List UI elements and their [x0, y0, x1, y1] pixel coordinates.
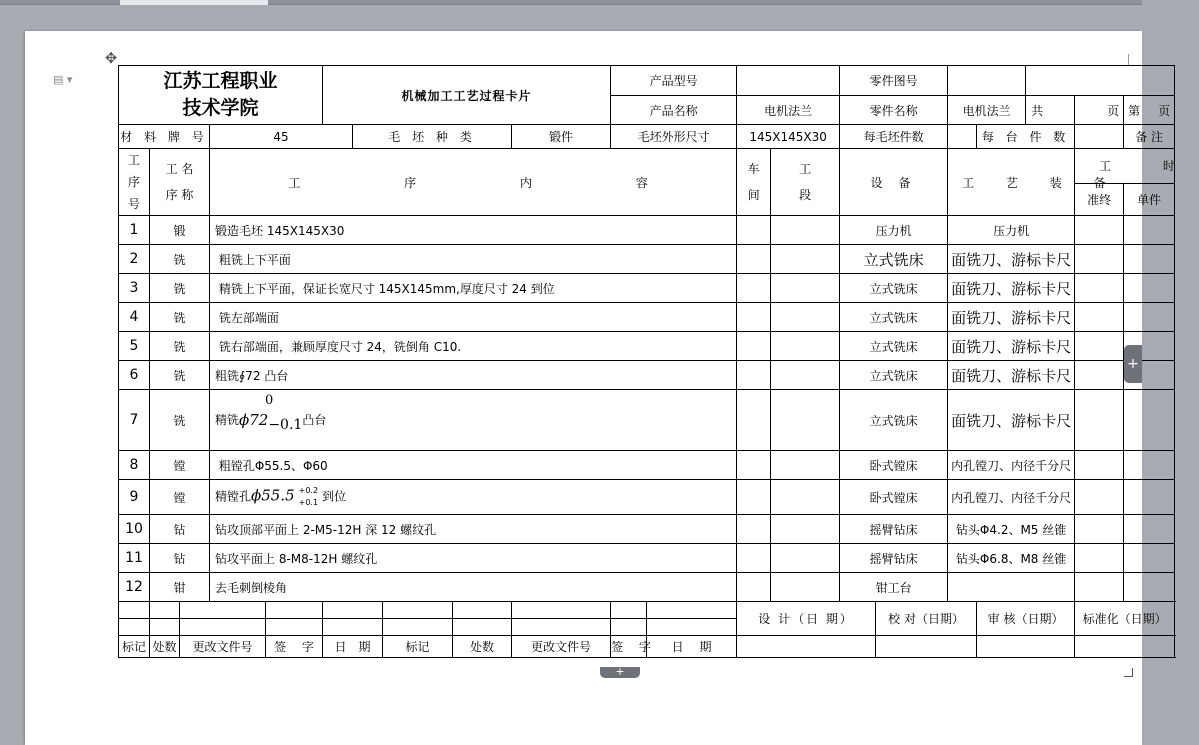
sign-label: 签 字: [266, 636, 323, 658]
op-name: 钻: [150, 515, 210, 544]
op-tooling: 钻头Φ4.2、M5 丝锥: [948, 515, 1075, 544]
op-workshop[interactable]: [737, 544, 771, 573]
op-no: 8: [119, 451, 150, 480]
op-unit-time[interactable]: [1124, 480, 1175, 515]
total-pages-label: [1026, 96, 1075, 125]
op-content[interactable]: 精铣上下平面，保证长宽尺寸 145X145mm,厚度尺寸 24 到位: [210, 274, 737, 303]
review-date-label: 审 核（日期）: [977, 602, 1075, 636]
standard-date-value[interactable]: [1075, 636, 1175, 658]
op-tooling: 面铣刀、游标卡尺: [948, 245, 1075, 274]
col-op-name-2: 序 称: [165, 188, 194, 202]
op-workshop[interactable]: [737, 361, 771, 390]
op-name: 铣: [150, 332, 210, 361]
op-workshop[interactable]: [737, 245, 771, 274]
revision-cell[interactable]: [453, 619, 512, 636]
op-tooling: 内孔镗刀、内径千分尺: [948, 480, 1075, 515]
op-content[interactable]: 钻攻平面上 8-M8-12H 螺纹孔: [210, 544, 737, 573]
col-workshop: 车 间: [737, 149, 771, 216]
col-op-name-1: 工 名: [165, 162, 194, 176]
dimension-value: ϕ55.5: [251, 486, 295, 505]
count-label: 处数: [150, 636, 180, 658]
revision-cell[interactable]: [119, 619, 150, 636]
op-prep-time[interactable]: [1075, 274, 1124, 303]
page-number-cell[interactable]: [1124, 96, 1175, 125]
op-section[interactable]: [771, 515, 840, 544]
revision-cell[interactable]: [180, 602, 266, 619]
op-content-prefix: 精镗孔: [215, 489, 252, 504]
op-equipment: 卧式镗床: [840, 480, 948, 515]
mark-label: 标记: [119, 636, 150, 658]
part-drawing-label: 零件图号: [840, 66, 948, 96]
school-line-2: 技术学院: [182, 97, 259, 119]
upper-tolerance: 0: [265, 393, 274, 409]
op-prep-time[interactable]: [1075, 573, 1124, 602]
table-move-handle-icon[interactable]: ✥: [104, 49, 118, 67]
revision-cell[interactable]: [323, 619, 383, 636]
op-content[interactable]: 去毛刺倒棱角: [210, 573, 737, 602]
revision-cell[interactable]: [383, 619, 453, 636]
add-column-tab-icon[interactable]: +: [1124, 345, 1142, 383]
part-drawing-value[interactable]: [948, 66, 1026, 96]
review-date-value[interactable]: [977, 636, 1075, 658]
revision-cell[interactable]: [323, 602, 383, 619]
op-tooling: 面铣刀、游标卡尺: [948, 361, 1075, 390]
op-prep-time[interactable]: [1075, 245, 1124, 274]
table-row: [119, 515, 1175, 544]
op-tooling: 内孔镗刀、内径千分尺: [948, 451, 1075, 480]
card-title: 机械加工工艺过程卡片: [323, 66, 611, 125]
op-tooling: 压力机: [948, 216, 1075, 245]
op-no: 11: [119, 544, 150, 573]
op-prep-time[interactable]: [1075, 451, 1124, 480]
table-row: [119, 245, 1175, 274]
op-content[interactable]: [210, 480, 737, 515]
op-section[interactable]: [771, 274, 840, 303]
per-unit-label: 每 台 件 数: [977, 125, 1075, 149]
op-equipment: 立式铣床: [840, 390, 948, 451]
op-name: 镗: [150, 480, 210, 515]
op-section[interactable]: [771, 451, 840, 480]
blank-size-value[interactable]: 145X145X30: [737, 125, 840, 149]
table-row: [119, 390, 1175, 451]
op-unit-time[interactable]: [1124, 544, 1175, 573]
op-unit-time[interactable]: [1124, 216, 1175, 245]
op-name: 铣: [150, 245, 210, 274]
op-unit-time[interactable]: [1124, 573, 1175, 602]
op-workshop[interactable]: [737, 390, 771, 451]
op-section[interactable]: [771, 361, 840, 390]
op-equipment: 钳工台: [840, 573, 948, 602]
op-content-suffix: 凸台: [302, 412, 327, 427]
sign-label: 签 字: [611, 636, 647, 658]
op-content[interactable]: [210, 390, 737, 451]
revision-cell[interactable]: [512, 602, 611, 619]
op-unit-time[interactable]: [1124, 245, 1175, 274]
op-no: 3: [119, 274, 150, 303]
op-section[interactable]: [771, 544, 840, 573]
revision-cell[interactable]: [611, 619, 647, 636]
op-name: 铣: [150, 303, 210, 332]
revision-cell[interactable]: [180, 619, 266, 636]
product-model-label: 产品型号: [611, 66, 737, 96]
op-workshop[interactable]: [737, 216, 771, 245]
op-content[interactable]: 粗铣∮72 凸台: [210, 361, 737, 390]
design-date-label: 设 计（日 期）: [737, 602, 876, 636]
process-card-table: [118, 65, 1199, 658]
school-name: [119, 66, 323, 125]
op-no: 9: [119, 480, 150, 515]
product-name-label: 产品名称: [611, 96, 737, 125]
revision-cell[interactable]: [647, 619, 737, 636]
revision-cell[interactable]: [266, 602, 323, 619]
col-time: 工 时: [1075, 149, 1175, 184]
op-equipment: 卧式镗床: [840, 451, 948, 480]
op-content[interactable]: 钻攻顶部平面上 2-M5-12H 深 12 螺纹孔: [210, 515, 737, 544]
total-pages-cell[interactable]: [1075, 96, 1124, 125]
op-section[interactable]: [771, 573, 840, 602]
op-unit-time[interactable]: [1124, 515, 1175, 544]
revision-cell[interactable]: [266, 619, 323, 636]
add-row-tab-icon[interactable]: +: [600, 667, 640, 678]
dimension-value: ϕ72: [239, 411, 269, 430]
op-tooling: 面铣刀、游标卡尺: [948, 390, 1075, 451]
op-section[interactable]: [771, 332, 840, 361]
count-label: 处数: [453, 636, 512, 658]
change-doc-label: 更改文件号: [180, 636, 266, 658]
revision-cell[interactable]: [512, 619, 611, 636]
op-tooling: 钻头Φ6.8、M8 丝锥: [948, 544, 1075, 573]
check-date-label: 校 对（日期）: [876, 602, 977, 636]
op-equipment: 摇臂钻床: [840, 544, 948, 573]
table-row: [119, 451, 1175, 480]
op-no: 12: [119, 573, 150, 602]
op-workshop[interactable]: [737, 451, 771, 480]
op-name: 钳: [150, 573, 210, 602]
op-equipment: 压力机: [840, 216, 948, 245]
table-row: [119, 274, 1175, 303]
op-prep-time[interactable]: [1075, 361, 1124, 390]
op-no: 10: [119, 515, 150, 544]
op-content[interactable]: 锻造毛坯 145X145X30: [210, 216, 737, 245]
op-no: 1: [119, 216, 150, 245]
op-unit-time[interactable]: [1124, 390, 1175, 451]
revision-cell[interactable]: [150, 619, 180, 636]
revision-cell[interactable]: [150, 602, 180, 619]
table-row: [119, 544, 1175, 573]
lower-tolerance: +0.1: [298, 498, 319, 507]
blank-type-value[interactable]: 锻件: [512, 125, 611, 149]
op-name: 钻: [150, 544, 210, 573]
op-content[interactable]: 粗铣上下平面: [210, 245, 737, 274]
col-op-name: [150, 149, 210, 216]
op-tooling: 面铣刀、游标卡尺: [948, 274, 1075, 303]
change-doc-label: 更改文件号: [512, 636, 611, 658]
op-workshop[interactable]: [737, 274, 771, 303]
revision-cell[interactable]: [119, 602, 150, 619]
blank-type-label: 毛 坯 种 类: [353, 125, 512, 149]
op-section[interactable]: [771, 303, 840, 332]
op-equipment: 立式铣床: [840, 245, 948, 274]
col-equipment: 设 备: [840, 149, 948, 216]
op-equipment: 立式铣床: [840, 303, 948, 332]
table-row: [119, 573, 1175, 602]
op-equipment: 立式铣床: [840, 332, 948, 361]
op-content-suffix: 到位: [322, 489, 347, 504]
op-section[interactable]: [771, 216, 840, 245]
product-name-value[interactable]: 电机法兰: [737, 96, 840, 125]
school-line-1: 江苏工程职业: [163, 70, 278, 92]
revision-cell[interactable]: [611, 602, 647, 619]
col-unit-time: 单件: [1124, 183, 1175, 215]
page-label-2: 页: [1158, 103, 1171, 118]
op-content[interactable]: 铣左部端面: [210, 303, 737, 332]
date-label: 日 期: [323, 636, 383, 658]
op-name: 铣: [150, 361, 210, 390]
op-prep-time[interactable]: [1075, 480, 1124, 515]
op-prep-time[interactable]: [1075, 303, 1124, 332]
op-workshop[interactable]: [737, 573, 771, 602]
remark-label: 备 注: [1124, 125, 1175, 149]
design-date-value[interactable]: [737, 636, 876, 658]
mark-label: 标记: [383, 636, 453, 658]
op-name: 锻: [150, 216, 210, 245]
table-resize-handle-icon[interactable]: [1124, 668, 1133, 677]
tolerance-stack: [299, 485, 318, 509]
op-tooling: 面铣刀、游标卡尺: [948, 332, 1075, 361]
op-workshop[interactable]: [737, 515, 771, 544]
part-name-value[interactable]: 电机法兰: [948, 96, 1026, 125]
op-equipment: 立式铣床: [840, 361, 948, 390]
table-row: [119, 332, 1175, 361]
op-no: 4: [119, 303, 150, 332]
date-label: 日 期: [647, 636, 737, 658]
op-unit-time[interactable]: [1124, 274, 1175, 303]
upper-tolerance: +0.2: [298, 486, 319, 495]
op-name: 铣: [150, 274, 210, 303]
total-label: 共: [1031, 103, 1044, 118]
table-row: [119, 303, 1175, 332]
op-tooling: [948, 573, 1075, 602]
op-unit-time[interactable]: [1124, 451, 1175, 480]
ruler-text-area: [120, 0, 268, 5]
horizontal-ruler[interactable]: [0, 0, 1142, 5]
col-tooling: 工 艺 装 备: [948, 149, 1075, 216]
page-label: 页: [1107, 103, 1120, 118]
revision-cell[interactable]: [453, 602, 512, 619]
op-workshop[interactable]: [737, 303, 771, 332]
op-no: 5: [119, 332, 150, 361]
revision-cell[interactable]: [383, 602, 453, 619]
op-unit-time[interactable]: [1124, 303, 1175, 332]
per-blank-value[interactable]: [948, 125, 977, 149]
op-prep-time[interactable]: [1075, 390, 1124, 451]
op-equipment: 立式铣床: [840, 274, 948, 303]
blank-size-label: 毛坯外形尺寸: [611, 125, 737, 149]
material-grade-value[interactable]: 45: [210, 125, 353, 149]
dimension-formula: [239, 393, 303, 434]
table-row: [119, 480, 1175, 515]
table-row: [119, 216, 1175, 245]
blank-header-cell[interactable]: [1026, 66, 1175, 96]
standard-date-label: 标准化（日期）: [1075, 602, 1175, 636]
material-grade-label: 材 料 牌 号: [119, 125, 210, 149]
col-content: 工 序 内 容: [210, 149, 737, 216]
revision-cell[interactable]: [647, 602, 737, 619]
op-no: 2: [119, 245, 150, 274]
op-content[interactable]: 粗镗孔Φ55.5、Φ60: [210, 451, 737, 480]
nth-label: 第: [1128, 103, 1141, 118]
table-row: [119, 361, 1175, 390]
op-prep-time[interactable]: [1075, 515, 1124, 544]
op-prep-time[interactable]: [1075, 544, 1124, 573]
op-name: 铣: [150, 390, 210, 451]
per-blank-label: 每毛坯件数: [840, 125, 948, 149]
op-content-prefix: 精铣: [215, 412, 240, 427]
op-no: 7: [119, 390, 150, 451]
op-tooling: 面铣刀、游标卡尺: [948, 303, 1075, 332]
per-unit-value[interactable]: [1075, 125, 1124, 149]
col-prep-time: 准终: [1075, 183, 1124, 215]
part-name-label: 零件名称: [840, 96, 948, 125]
op-workshop[interactable]: [737, 332, 771, 361]
op-section[interactable]: [771, 245, 840, 274]
col-section: 工 段: [771, 149, 840, 216]
op-prep-time[interactable]: [1075, 216, 1124, 245]
op-section[interactable]: [771, 390, 840, 451]
op-prep-time[interactable]: [1075, 332, 1124, 361]
col-seq-no: 工 序 号: [119, 149, 150, 216]
lower-tolerance: −0.1: [268, 417, 303, 434]
op-content[interactable]: 铣右部端面，兼顾厚度尺寸 24，铣倒角 C10.: [210, 332, 737, 361]
op-equipment: 摇臂钻床: [840, 515, 948, 544]
op-name: 镗: [150, 451, 210, 480]
op-no: 6: [119, 361, 150, 390]
op-workshop[interactable]: [737, 480, 771, 515]
product-model-value[interactable]: [737, 66, 840, 96]
document-icon[interactable]: ▤ ▾: [53, 73, 73, 86]
check-date-value[interactable]: [876, 636, 977, 658]
op-section[interactable]: [771, 480, 840, 515]
